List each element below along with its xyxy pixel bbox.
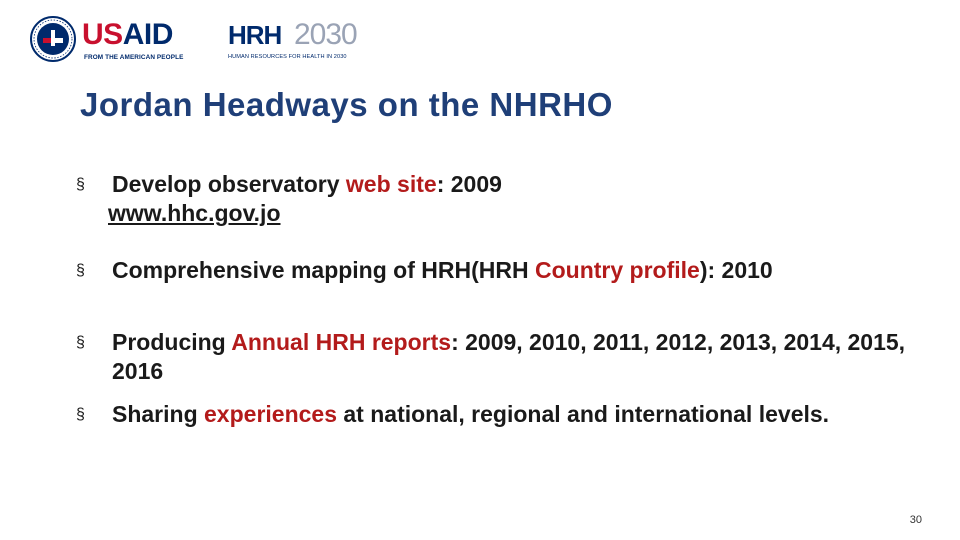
bullet-item: § Develop observatory web site: 2009 www.hhc.gov.jo xyxy=(76,171,502,226)
usaid-logo xyxy=(30,14,190,68)
usaid-seal-icon xyxy=(30,16,76,62)
usaid-wordmark: USAID xyxy=(82,18,173,51)
highlight-text: Country profile xyxy=(534,257,700,283)
highlight-text: Annual HRH reports xyxy=(231,329,452,355)
bullet-item: § Producing Annual HRH reports: 2009, 2010, 2011, 2012, 2013, 2014, 2015, 2016 xyxy=(76,329,906,384)
highlight-text: web site xyxy=(345,171,437,197)
hrh-year: 2030 xyxy=(294,18,357,51)
slide-title: Jordan Headways on the NHRHO xyxy=(80,86,613,123)
hrh-tagline: HUMAN RESOURCES FOR HEALTH IN 2030 xyxy=(228,54,347,60)
bullet-item: § Sharing experiences at national, regional and international levels. xyxy=(76,401,830,427)
bullet-marker-icon: § xyxy=(76,406,85,423)
bullet-marker-icon: § xyxy=(76,334,85,351)
hrh-wordmark: HRH xyxy=(228,20,282,50)
bullet-marker-icon: § xyxy=(76,176,85,193)
bullet-item: § Comprehensive mapping of HRH(HRH Country profile): 2010 xyxy=(76,257,773,283)
website-link[interactable]: www.hhc.gov.jo xyxy=(108,200,281,226)
bullet-marker-icon: § xyxy=(76,262,85,279)
hrh2030-logo xyxy=(228,20,368,66)
highlight-text: experiences xyxy=(204,401,337,427)
usaid-tagline: FROM THE AMERICAN PEOPLE xyxy=(84,54,184,61)
page-number: 30 xyxy=(909,514,922,526)
